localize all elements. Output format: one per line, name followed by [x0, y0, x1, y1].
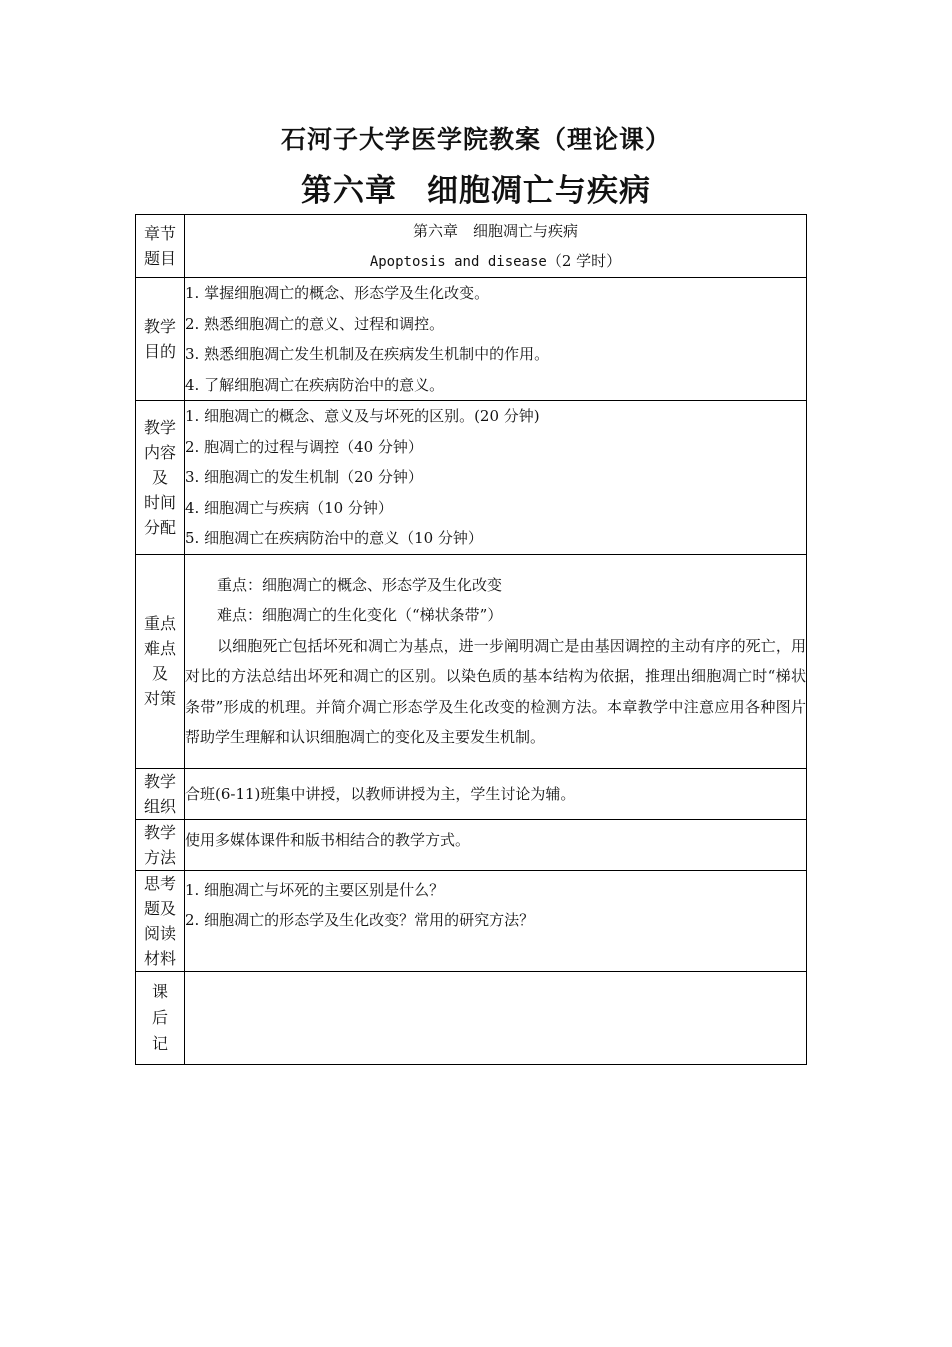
row-label-notes: 课 后 记 [136, 971, 185, 1064]
table-row-chapter [136, 215, 807, 278]
goals-cell [185, 278, 807, 401]
chapter-hours: （2 学时） [546, 251, 622, 270]
row-label-organization: 教学 组织 [136, 768, 185, 819]
key-point: 重点：细胞凋亡的概念、形态学及生化改变 [217, 575, 503, 594]
document-title: 石河子大学医学院教案（理论课） [280, 125, 671, 154]
list-item: 1. 掌握细胞凋亡的概念、形态学及生化改变。 [185, 284, 490, 302]
row-label-focus: 重点 难点 及 对策 [136, 554, 185, 768]
list-item: 1. 细胞凋亡与坏死的主要区别是什么？ [185, 880, 445, 899]
notes-cell [185, 971, 807, 1064]
row-label-method: 教学 方法 [136, 819, 185, 870]
chapter-name: 细胞凋亡与疾病 [427, 173, 651, 209]
difficulty: 难点：细胞凋亡的生化变化（“梯状条带”） [217, 606, 503, 624]
row-label-goals: 教学 目的 [136, 278, 185, 401]
method-text: 使用多媒体课件和版书相结合的教学方式。 [185, 830, 471, 849]
chapter-title-en: Apoptosis and disease [369, 253, 547, 270]
organization-cell [185, 768, 807, 819]
lesson-plan-table [135, 214, 807, 1065]
list-item: 2. 胞凋亡的过程与调控（40 分钟） [185, 437, 423, 456]
list-item: 5. 细胞凋亡在疾病防治中的意义（10 分钟） [185, 529, 483, 547]
list-item: 2. 细胞凋亡的形态学及生化改变？常用的研究方法？ [185, 911, 535, 929]
table-row-notes [136, 971, 807, 1064]
questions-cell [185, 870, 807, 971]
strategy-paragraph: 以细胞死亡包括坏死和凋亡为基点，进一步阐明凋亡是由基因调控的主动有序的死亡，用对比的方法总结出坏死和凋亡的区别。以染色质的基本结构为依据，推理出细胞凋亡时“梯状条带”形成的机理。并简介凋亡形态学及生化改变的检测方法。本章教学中注意应用各种图片帮助学生理解和认识细胞凋亡的变化及主要发生机制。 [185, 636, 806, 746]
chapter-title-cn: 第六章 细胞凋亡与疾病 [412, 221, 578, 240]
chapter-heading [0, 170, 952, 212]
chapter-number: 第六章 [301, 173, 397, 209]
focus-cell [185, 554, 807, 768]
table-row-focus [136, 554, 807, 768]
chapter-title-cell [185, 215, 807, 278]
organization-text: 合班(6-11)班集中讲授，以教师讲授为主，学生讨论为辅。 [185, 784, 576, 803]
table-row-questions [136, 870, 807, 971]
row-label-content: 教学 内容 及 时间 分配 [136, 401, 185, 555]
chapter-title-en-line [185, 246, 806, 277]
content-cell [185, 401, 807, 555]
list-item: 4. 细胞凋亡与疾病（10 分钟） [185, 498, 393, 517]
row-label-chapter: 章节 题目 [136, 215, 185, 278]
list-item: 4. 了解细胞凋亡在疾病防治中的意义。 [185, 375, 445, 394]
list-item: 2. 熟悉细胞凋亡的意义、过程和调控。 [185, 314, 445, 333]
list-item: 3. 细胞凋亡的发生机制（20 分钟） [185, 468, 423, 486]
method-cell [185, 819, 807, 870]
table-row-content [136, 401, 807, 555]
table-row-method [136, 819, 807, 870]
table-row-goals [136, 278, 807, 401]
list-item: 3. 熟悉细胞凋亡发生机制及在疾病发生机制中的作用。 [185, 345, 550, 363]
list-item: 1. 细胞凋亡的概念、意义及与坏死的区别。(20 分钟) [185, 407, 540, 425]
table-row-organization [136, 768, 807, 819]
row-label-questions: 思考 题及 阅读 材料 [136, 870, 185, 971]
